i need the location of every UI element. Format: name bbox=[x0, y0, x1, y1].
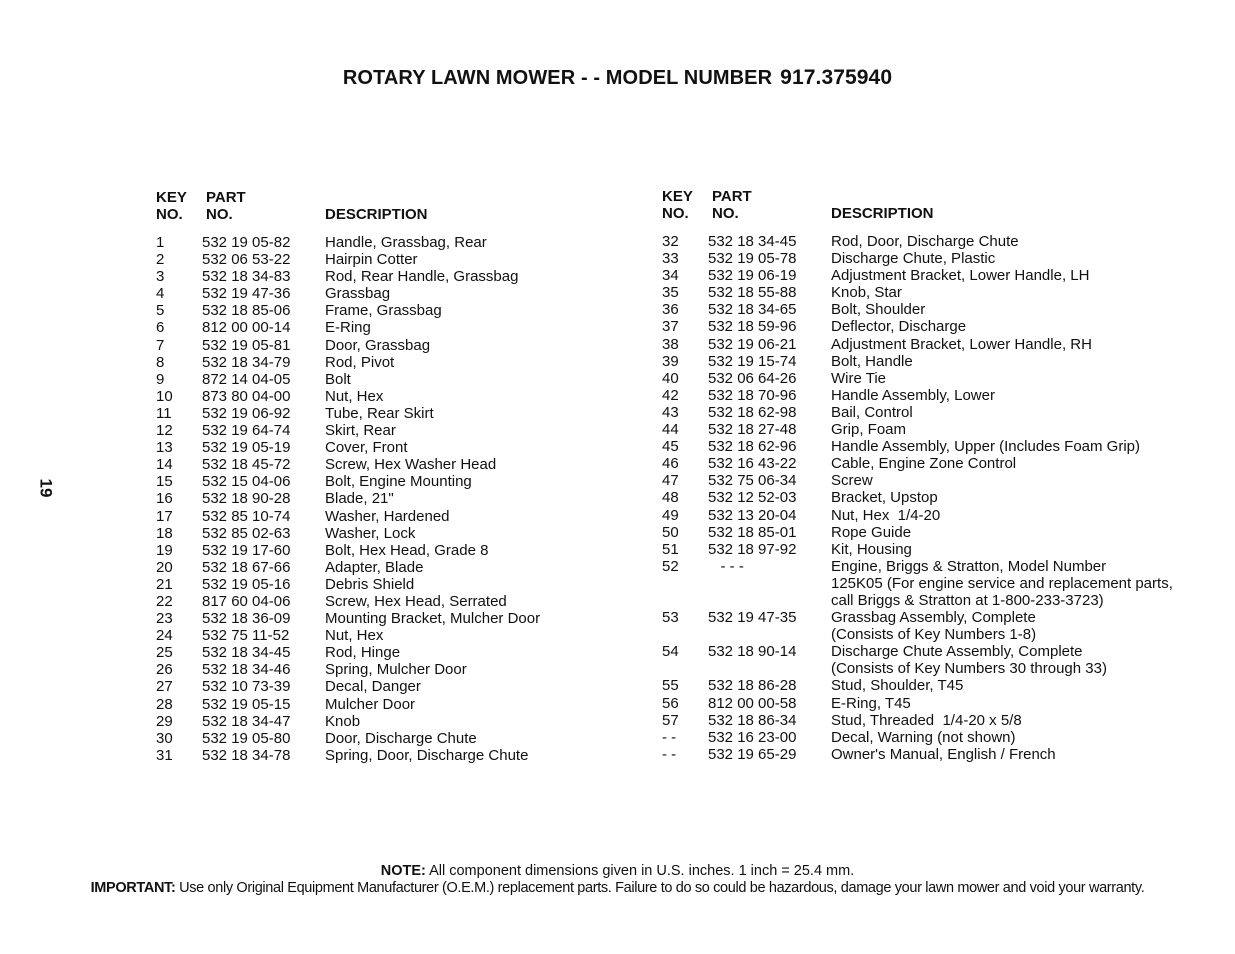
part-no-cell: 532 19 05-15 bbox=[202, 695, 291, 713]
description-cell: Knob, Star bbox=[831, 284, 902, 302]
part-no-cell: 532 18 59-96 bbox=[708, 318, 797, 336]
description-cell: Rope Guide bbox=[831, 523, 912, 541]
header-key-no: KEY NO. bbox=[156, 189, 187, 223]
key-no-cell: 12 bbox=[156, 422, 173, 440]
table-row bbox=[662, 643, 1222, 660]
description-cell: Cover, Front bbox=[325, 439, 408, 457]
table-row bbox=[156, 593, 616, 610]
key-no-cell: 40 bbox=[662, 369, 679, 387]
description-cell: (Consists of Key Numbers 30 through 33) bbox=[831, 660, 1107, 678]
part-no-cell: 532 18 34-78 bbox=[202, 746, 291, 764]
note-text: All component dimensions given in U.S. inches. 1 inch = 25.4 mm. bbox=[425, 863, 855, 879]
important-line bbox=[0, 880, 1235, 896]
description-cell: Knob bbox=[325, 712, 361, 730]
header-key-no: KEY NO. bbox=[662, 188, 693, 222]
description-cell: Kit, Housing bbox=[831, 540, 912, 558]
key-no-cell: 17 bbox=[156, 507, 173, 525]
part-no-cell: 532 06 53-22 bbox=[202, 251, 291, 269]
key-no-cell: 2 bbox=[156, 251, 165, 269]
table-row bbox=[156, 337, 616, 354]
table-row bbox=[156, 525, 616, 542]
table-row bbox=[156, 285, 616, 302]
description-cell: Frame, Grassbag bbox=[325, 302, 442, 320]
table-row bbox=[662, 353, 1222, 370]
key-no-cell: 25 bbox=[156, 644, 173, 662]
key-no-cell: 13 bbox=[156, 439, 173, 457]
description-cell: Rod, Door, Discharge Chute bbox=[831, 233, 1019, 250]
table-row bbox=[662, 677, 1222, 694]
key-no-cell: 35 bbox=[662, 284, 679, 302]
part-no-cell: 532 18 70-96 bbox=[708, 386, 797, 404]
table-row bbox=[156, 251, 616, 268]
part-no-cell: 532 18 34-47 bbox=[202, 712, 291, 730]
part-no-cell: 532 10 73-39 bbox=[202, 678, 291, 696]
description-cell: Owner's Manual, English / French bbox=[831, 745, 1056, 763]
key-no-cell: 30 bbox=[156, 729, 173, 747]
part-no-cell: 532 75 11-52 bbox=[202, 627, 290, 645]
key-no-cell: 14 bbox=[156, 456, 173, 474]
key-no-cell: 24 bbox=[156, 627, 173, 645]
key-no-cell: 22 bbox=[156, 592, 173, 610]
parts-table-left bbox=[156, 189, 616, 764]
description-cell: Screw, Hex Washer Head bbox=[325, 456, 497, 474]
key-no-cell: 53 bbox=[662, 609, 679, 627]
part-no-cell: 812 00 00-58 bbox=[708, 694, 797, 712]
table-row bbox=[156, 661, 616, 678]
key-no-cell: 21 bbox=[156, 575, 173, 593]
key-no-cell: 33 bbox=[662, 250, 679, 268]
key-no-cell: - - bbox=[662, 728, 677, 746]
key-no-cell: 18 bbox=[156, 524, 173, 542]
key-no-cell: 34 bbox=[662, 267, 679, 285]
key-no-cell: 36 bbox=[662, 301, 679, 319]
table-row bbox=[662, 233, 1222, 250]
table-row bbox=[156, 542, 616, 559]
table-row bbox=[156, 422, 616, 439]
part-no-cell: 532 18 62-96 bbox=[708, 438, 797, 456]
part-no-cell: 532 85 10-74 bbox=[202, 507, 291, 525]
key-no-cell: 43 bbox=[662, 403, 679, 421]
part-no-cell: 532 18 45-72 bbox=[202, 456, 291, 474]
part-no-cell: 532 18 86-34 bbox=[708, 711, 797, 729]
part-no-cell: 532 18 85-06 bbox=[202, 302, 291, 320]
table-row bbox=[662, 472, 1222, 489]
header-part-no: PART NO. bbox=[206, 189, 246, 223]
part-no-cell: 532 18 34-45 bbox=[202, 644, 291, 662]
description-cell: Tube, Rear Skirt bbox=[325, 404, 434, 422]
description-cell: Washer, Lock bbox=[325, 524, 416, 542]
part-no-cell: 532 18 34-46 bbox=[202, 661, 291, 679]
key-no-cell: 23 bbox=[156, 610, 173, 628]
table-row bbox=[662, 301, 1222, 318]
part-no-cell: 532 19 15-74 bbox=[708, 352, 797, 370]
table-row bbox=[156, 354, 616, 371]
part-no-cell: 532 12 52-03 bbox=[708, 489, 797, 507]
title-text: ROTARY LAWN MOWER - - MODEL NUMBER bbox=[342, 67, 773, 89]
model-number: 917.375940 bbox=[780, 66, 893, 89]
table-row bbox=[662, 695, 1222, 712]
table-row bbox=[156, 268, 616, 285]
description-cell: Nut, Hex 1/4-20 bbox=[831, 506, 941, 524]
table-row bbox=[662, 592, 1222, 609]
key-no-cell: 54 bbox=[662, 643, 679, 661]
description-cell: Debris Shield bbox=[325, 575, 415, 593]
description-cell: Spring, Door, Discharge Chute bbox=[325, 746, 529, 764]
table-row bbox=[662, 404, 1222, 421]
part-no-cell: 873 80 04-00 bbox=[202, 387, 291, 405]
table-row bbox=[662, 250, 1222, 267]
key-no-cell: 8 bbox=[156, 353, 165, 371]
key-no-cell: 7 bbox=[156, 336, 165, 354]
table-row bbox=[662, 489, 1222, 506]
table-row bbox=[662, 284, 1222, 301]
key-no-cell: 51 bbox=[662, 540, 679, 558]
header-part-no: PART NO. bbox=[712, 188, 752, 222]
part-no-cell: 532 19 06-21 bbox=[708, 335, 797, 353]
key-no-cell: 48 bbox=[662, 489, 679, 507]
key-no-cell: 31 bbox=[156, 746, 173, 764]
description-cell: Handle Assembly, Upper (Includes Foam Grip) bbox=[831, 438, 1141, 456]
description-cell: Bracket, Upstop bbox=[831, 489, 938, 507]
note-line bbox=[0, 863, 1235, 879]
part-no-cell: 532 18 34-79 bbox=[202, 353, 291, 371]
table-body bbox=[662, 233, 1222, 763]
table-row bbox=[156, 456, 616, 473]
table-row bbox=[662, 746, 1222, 763]
key-no-cell: - - bbox=[662, 745, 677, 763]
description-cell: Bail, Control bbox=[831, 403, 913, 421]
table-row bbox=[156, 559, 616, 576]
key-no-cell: 1 bbox=[156, 234, 165, 251]
parts-table-right bbox=[662, 188, 1222, 763]
description-cell: Wire Tie bbox=[831, 369, 887, 387]
key-no-cell: 39 bbox=[662, 352, 679, 370]
description-cell: Bolt bbox=[325, 370, 351, 388]
table-row bbox=[662, 507, 1222, 524]
description-cell: Screw, Hex Head, Serrated bbox=[325, 592, 507, 610]
description-cell: Discharge Chute Assembly, Complete bbox=[831, 643, 1083, 661]
table-row bbox=[662, 387, 1222, 404]
table-body bbox=[156, 234, 616, 764]
table-row bbox=[156, 388, 616, 405]
key-no-cell: 52 bbox=[662, 557, 679, 575]
table-row bbox=[662, 558, 1222, 575]
part-no-cell: 532 18 67-66 bbox=[202, 558, 291, 576]
table-row bbox=[156, 747, 616, 764]
description-cell: Rod, Pivot bbox=[325, 353, 395, 371]
key-no-cell: 45 bbox=[662, 438, 679, 456]
description-cell: Bolt, Handle bbox=[831, 352, 913, 370]
part-no-cell: 532 19 17-60 bbox=[202, 541, 291, 559]
part-no-cell: 532 19 06-19 bbox=[708, 267, 797, 285]
table-row bbox=[156, 508, 616, 525]
description-cell: E-Ring, T45 bbox=[831, 694, 911, 712]
description-cell: Bolt, Engine Mounting bbox=[325, 473, 472, 491]
key-no-cell: 27 bbox=[156, 678, 173, 696]
key-no-cell: 6 bbox=[156, 319, 165, 337]
part-no-cell: 532 19 05-16 bbox=[202, 575, 291, 593]
important-label: IMPORTANT: bbox=[90, 880, 176, 896]
part-no-cell: 532 75 06-34 bbox=[708, 472, 797, 490]
table-row bbox=[156, 234, 616, 251]
part-no-cell: 532 19 05-78 bbox=[708, 250, 797, 268]
key-no-cell: 46 bbox=[662, 455, 679, 473]
table-row bbox=[662, 712, 1222, 729]
description-cell: Mulcher Door bbox=[325, 695, 416, 713]
part-no-cell: 817 60 04-06 bbox=[202, 592, 291, 610]
key-no-cell: 29 bbox=[156, 712, 173, 730]
part-no-cell: 812 00 00-14 bbox=[202, 319, 291, 337]
key-no-cell: 16 bbox=[156, 490, 173, 508]
part-no-cell: 532 19 05-81 bbox=[202, 336, 291, 354]
description-cell: E-Ring bbox=[325, 319, 371, 337]
key-no-cell: 38 bbox=[662, 335, 679, 353]
part-no-cell: 532 18 85-01 bbox=[708, 523, 797, 541]
table-row bbox=[662, 575, 1222, 592]
key-no-cell: 42 bbox=[662, 386, 679, 404]
key-no-cell: 19 bbox=[156, 541, 173, 559]
part-no-cell: 872 14 04-05 bbox=[202, 370, 291, 388]
key-no-cell: 5 bbox=[156, 302, 165, 320]
part-no-cell: 532 18 34-45 bbox=[708, 233, 797, 250]
description-cell: Adjustment Bracket, Lower Handle, RH bbox=[831, 335, 1092, 353]
page-number: 19 bbox=[36, 478, 56, 498]
page-title bbox=[0, 66, 1235, 90]
description-cell: Hairpin Cotter bbox=[325, 251, 418, 269]
key-no-cell: 50 bbox=[662, 523, 679, 541]
key-no-cell: 20 bbox=[156, 558, 173, 576]
description-cell: Decal, Warning (not shown) bbox=[831, 728, 1016, 746]
part-no-cell: 532 19 06-92 bbox=[202, 404, 291, 422]
part-no-cell: 532 85 02-63 bbox=[202, 524, 291, 542]
description-cell: Decal, Danger bbox=[325, 678, 421, 696]
part-no-cell: 532 18 55-88 bbox=[708, 284, 797, 302]
table-row bbox=[156, 302, 616, 319]
description-cell: Rod, Rear Handle, Grassbag bbox=[325, 268, 519, 286]
description-cell: Bolt, Hex Head, Grade 8 bbox=[325, 541, 489, 559]
table-row bbox=[156, 730, 616, 747]
part-no-cell: 532 16 43-22 bbox=[708, 455, 797, 473]
part-no-cell: - - - bbox=[708, 557, 744, 575]
description-cell: Stud, Shoulder, T45 bbox=[831, 677, 964, 695]
table-row bbox=[156, 371, 616, 388]
part-no-cell: 532 06 64-26 bbox=[708, 369, 797, 387]
description-cell: (Consists of Key Numbers 1-8) bbox=[831, 626, 1037, 644]
part-no-cell: 532 18 90-28 bbox=[202, 490, 291, 508]
table-row bbox=[662, 336, 1222, 353]
part-no-cell: 532 19 05-80 bbox=[202, 729, 291, 747]
part-no-cell: 532 19 65-29 bbox=[708, 745, 797, 763]
description-cell: Skirt, Rear bbox=[325, 422, 396, 440]
table-row bbox=[662, 660, 1222, 677]
table-row bbox=[156, 319, 616, 336]
part-no-cell: 532 15 04-06 bbox=[202, 473, 291, 491]
description-cell: Grassbag bbox=[325, 285, 391, 303]
table-row bbox=[156, 576, 616, 593]
table-row bbox=[156, 627, 616, 644]
part-no-cell: 532 18 62-98 bbox=[708, 403, 797, 421]
key-no-cell: 47 bbox=[662, 472, 679, 490]
description-cell: Blade, 21" bbox=[325, 490, 394, 508]
description-cell: Nut, Hex bbox=[325, 387, 384, 405]
description-cell: Stud, Threaded 1/4-20 x 5/8 bbox=[831, 711, 1022, 729]
key-no-cell: 26 bbox=[156, 661, 173, 679]
part-no-cell: 532 18 90-14 bbox=[708, 643, 797, 661]
table-row bbox=[662, 267, 1222, 284]
part-no-cell: 532 19 05-82 bbox=[202, 234, 291, 251]
description-cell: Nut, Hex bbox=[325, 627, 384, 645]
description-cell: Spring, Mulcher Door bbox=[325, 661, 467, 679]
table-row bbox=[662, 370, 1222, 387]
description-cell: Grassbag Assembly, Complete bbox=[831, 609, 1036, 627]
table-row bbox=[662, 421, 1222, 438]
description-cell: call Briggs & Stratton at 1-800-233-3723) bbox=[831, 591, 1104, 609]
key-no-cell: 28 bbox=[156, 695, 173, 713]
description-cell: Handle Assembly, Lower bbox=[831, 386, 995, 404]
part-no-cell: 532 18 27-48 bbox=[708, 421, 797, 439]
key-no-cell: 57 bbox=[662, 711, 679, 729]
part-no-cell: 532 19 47-35 bbox=[708, 609, 797, 627]
table-row bbox=[662, 541, 1222, 558]
table-row bbox=[662, 609, 1222, 626]
key-no-cell: 55 bbox=[662, 677, 679, 695]
table-row bbox=[662, 626, 1222, 643]
key-no-cell: 10 bbox=[156, 387, 173, 405]
part-no-cell: 532 18 97-92 bbox=[708, 540, 797, 558]
table-row bbox=[662, 729, 1222, 746]
table-row bbox=[662, 455, 1222, 472]
key-no-cell: 56 bbox=[662, 694, 679, 712]
key-no-cell: 11 bbox=[156, 404, 172, 422]
description-cell: Mounting Bracket, Mulcher Door bbox=[325, 610, 541, 628]
table-row bbox=[156, 713, 616, 730]
key-no-cell: 9 bbox=[156, 370, 165, 388]
description-cell: 125K05 (For engine service and replacement parts, bbox=[831, 574, 1173, 592]
part-no-cell: 532 16 23-00 bbox=[708, 728, 797, 746]
table-row bbox=[156, 439, 616, 456]
table-header bbox=[662, 188, 1222, 223]
table-row bbox=[156, 644, 616, 661]
key-no-cell: 37 bbox=[662, 318, 679, 336]
table-row bbox=[156, 490, 616, 507]
description-cell: Adapter, Blade bbox=[325, 558, 424, 576]
part-no-cell: 532 18 34-65 bbox=[708, 301, 797, 319]
table-row bbox=[662, 524, 1222, 541]
key-no-cell: 3 bbox=[156, 268, 165, 286]
table-row bbox=[662, 438, 1222, 455]
table-row bbox=[156, 610, 616, 627]
key-no-cell: 49 bbox=[662, 506, 679, 524]
part-no-cell: 532 19 64-74 bbox=[202, 422, 291, 440]
description-cell: Discharge Chute, Plastic bbox=[831, 250, 996, 268]
key-no-cell: 4 bbox=[156, 285, 165, 303]
description-cell: Engine, Briggs & Stratton, Model Number bbox=[831, 557, 1107, 575]
description-cell: Grip, Foam bbox=[831, 421, 907, 439]
table-row bbox=[156, 405, 616, 422]
key-no-cell: 44 bbox=[662, 421, 679, 439]
part-no-cell: 532 18 36-09 bbox=[202, 610, 291, 628]
part-no-cell: 532 19 05-19 bbox=[202, 439, 291, 457]
table-row bbox=[156, 696, 616, 713]
description-cell: Door, Discharge Chute bbox=[325, 729, 477, 747]
description-cell: Screw bbox=[831, 472, 873, 490]
description-cell: Deflector, Discharge bbox=[831, 318, 967, 336]
note-label: NOTE: bbox=[380, 863, 426, 879]
part-no-cell: 532 18 86-28 bbox=[708, 677, 797, 695]
important-text: Use only Original Equipment Manufacturer (O.E.M.) replacement parts. Failure to do so could be hazardous, damage your lawn mower and void your warranty. bbox=[175, 880, 1145, 896]
description-cell: Washer, Hardened bbox=[325, 507, 450, 525]
table-row bbox=[156, 473, 616, 490]
part-no-cell: 532 13 20-04 bbox=[708, 506, 797, 524]
header-description: DESCRIPTION bbox=[831, 205, 934, 222]
description-cell: Cable, Engine Zone Control bbox=[831, 455, 1017, 473]
key-no-cell: 32 bbox=[662, 233, 679, 250]
table-header bbox=[156, 189, 616, 224]
description-cell: Bolt, Shoulder bbox=[831, 301, 926, 319]
key-no-cell: 15 bbox=[156, 473, 173, 491]
table-row bbox=[156, 678, 616, 695]
description-cell: Handle, Grassbag, Rear bbox=[325, 234, 487, 251]
header-description: DESCRIPTION bbox=[325, 206, 428, 223]
part-no-cell: 532 19 47-36 bbox=[202, 285, 291, 303]
table-row bbox=[662, 318, 1222, 335]
description-cell: Door, Grassbag bbox=[325, 336, 431, 354]
part-no-cell: 532 18 34-83 bbox=[202, 268, 291, 286]
description-cell: Rod, Hinge bbox=[325, 644, 401, 662]
description-cell: Adjustment Bracket, Lower Handle, LH bbox=[831, 267, 1090, 285]
